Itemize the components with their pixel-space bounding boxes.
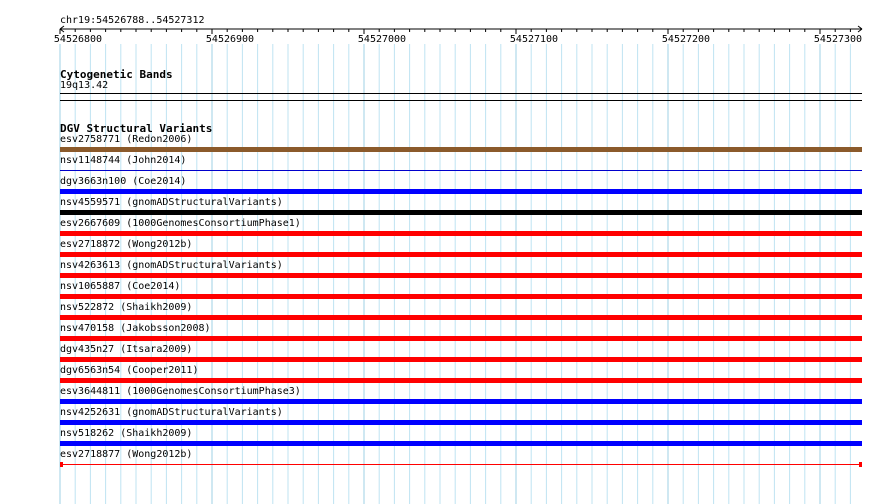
variant-bar[interactable] [60,399,862,404]
variant-label[interactable]: nsv1065887 (Coe2014) [60,281,181,292]
variant-bar[interactable] [60,170,862,171]
variant-end-cap [859,462,862,467]
variant-label[interactable]: nsv4252631 (gnomADStructuralVariants) [60,407,283,418]
ruler-tick-label: 54527300 [813,34,863,45]
variant-bar[interactable] [60,420,862,425]
variant-label[interactable]: nsv470158 (Jakobsson2008) [60,323,211,334]
variant-bar[interactable] [60,273,862,278]
variant-label[interactable]: nsv1148744 (John2014) [60,155,187,166]
cyto-band-line[interactable] [60,93,862,94]
variant-bar[interactable] [60,357,862,362]
variant-label[interactable]: nsv4559571 (gnomADStructuralVariants) [60,197,283,208]
variant-bar[interactable] [60,189,862,194]
dgv-track-title: DGV Structural Variants [60,122,213,135]
variant-label[interactable]: esv2718872 (Wong2012b) [60,239,193,250]
variant-bar[interactable] [60,315,862,320]
variant-label[interactable]: esv2667609 (1000GenomesConsortiumPhase1) [60,218,301,229]
cyto-track-title: Cytogenetic Bands [60,68,173,81]
variant-label[interactable]: esv2758771 (Redon2006) [60,134,193,145]
ruler-tick-label: 54527100 [509,34,559,45]
track-divider [60,100,862,101]
ruler-tick-label: 54527000 [357,34,407,45]
cyto-band-label[interactable]: 19q13.42 [60,80,109,91]
variant-label[interactable]: nsv522872 (Shaikh2009) [60,302,193,313]
location-label: chr19:54526788..54527312 [60,15,205,26]
variant-bar[interactable] [60,464,862,465]
variant-label[interactable]: nsv518262 (Shaikh2009) [60,428,193,439]
ruler-axis [0,0,890,50]
variant-label[interactable]: esv2718877 (Wong2012b) [60,449,193,460]
variant-bar[interactable] [60,378,862,383]
variant-label[interactable]: dgv435n27 (Itsara2009) [60,344,193,355]
variant-label[interactable]: nsv4263613 (gnomADStructuralVariants) [60,260,283,271]
variant-bar[interactable] [60,231,862,236]
variant-bar[interactable] [60,336,862,341]
variant-label[interactable]: esv3644811 (1000GenomesConsortiumPhase3) [60,386,301,397]
ruler-tick-label: 54526800 [53,34,103,45]
ruler-tick-label: 54526900 [205,34,255,45]
variant-bar[interactable] [60,294,862,299]
variant-label[interactable]: dgv6563n54 (Cooper2011) [60,365,199,376]
variant-bar[interactable] [60,147,862,152]
variant-bar[interactable] [60,252,862,257]
ruler-tick-label: 54527200 [661,34,711,45]
variant-bar[interactable] [60,441,862,446]
variant-end-cap [60,462,63,467]
variant-label[interactable]: dgv3663n100 (Coe2014) [60,176,187,187]
variant-bar[interactable] [60,210,862,215]
